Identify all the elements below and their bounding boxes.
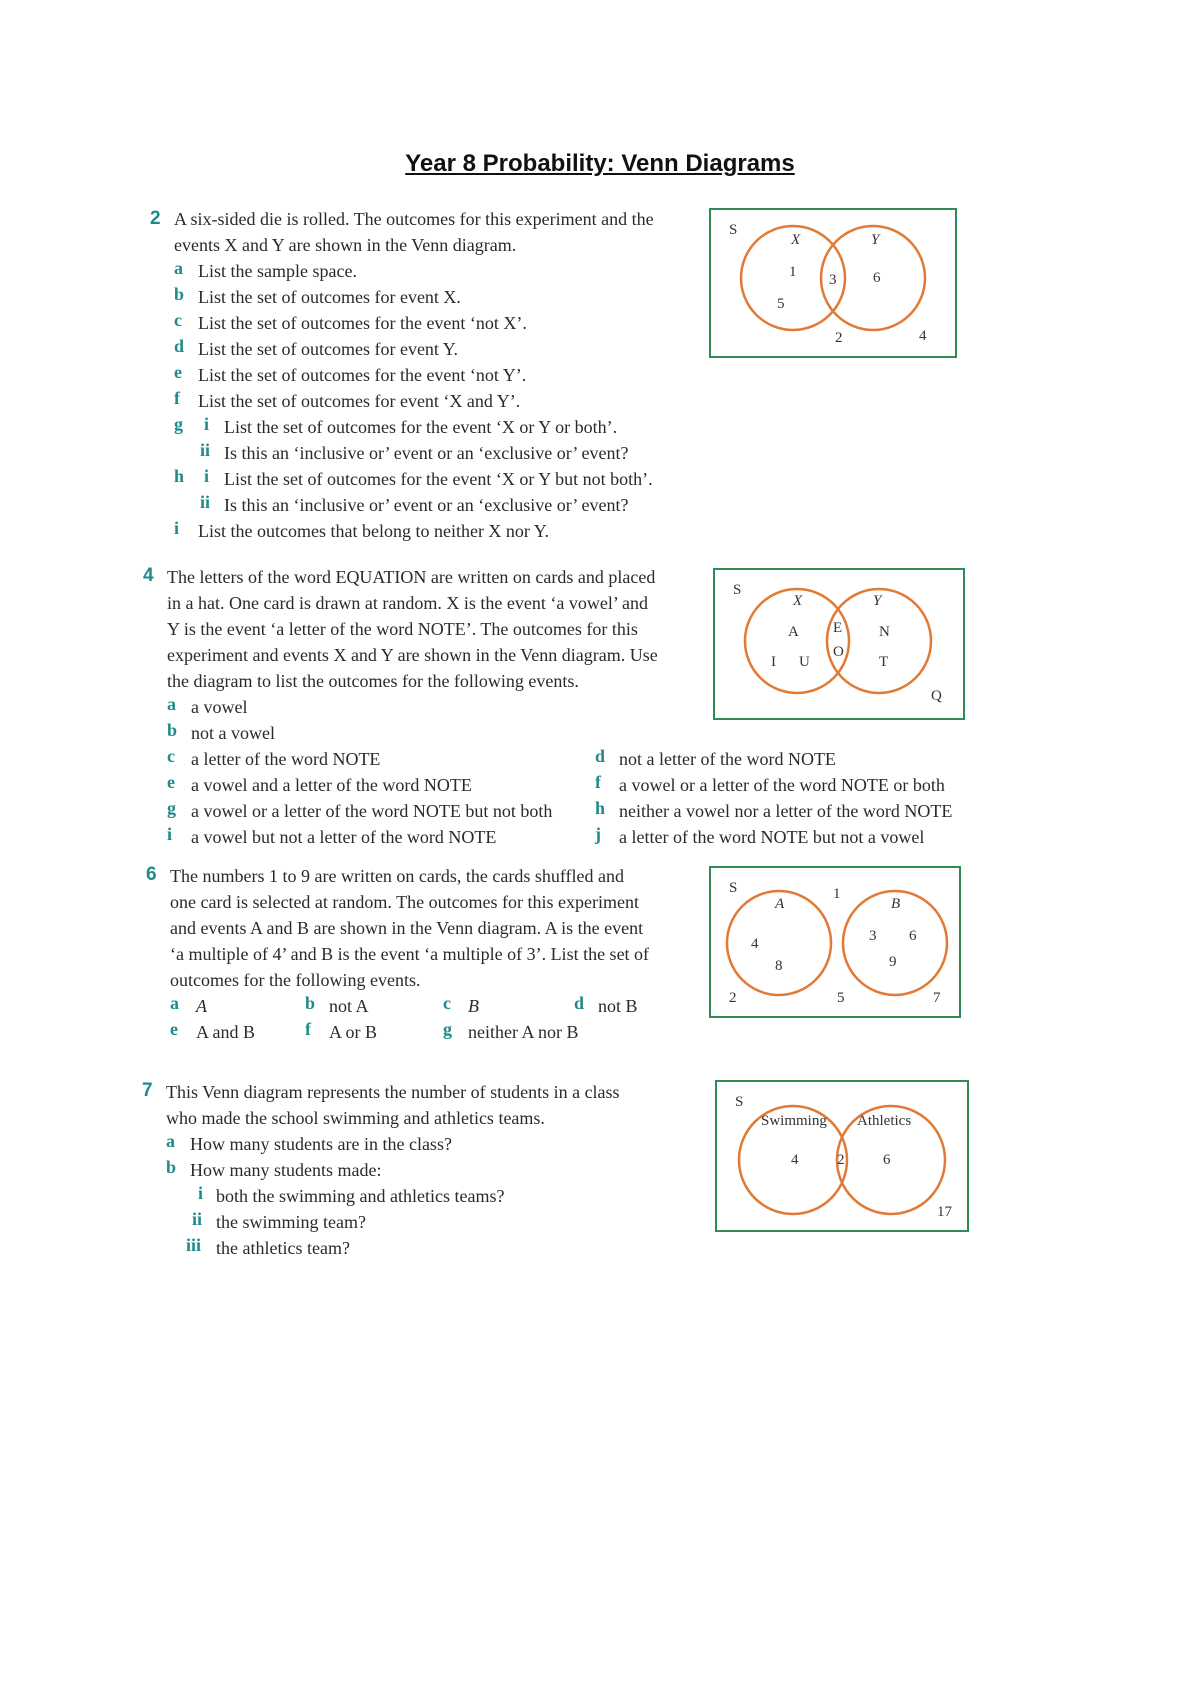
- venn-value: 6: [883, 1152, 891, 1168]
- part-label: d: [595, 746, 606, 766]
- question-number: 7: [142, 1080, 153, 1101]
- venn-value: 4: [751, 936, 759, 952]
- part-label: b: [174, 284, 185, 304]
- venn-value: 7: [933, 990, 941, 1006]
- set-y-label: Y: [873, 593, 882, 609]
- part-label: f: [595, 772, 601, 792]
- part-label: a: [167, 694, 176, 714]
- sample-space-label: S: [729, 222, 738, 238]
- venn-value: 4: [791, 1152, 799, 1168]
- venn-value: 6: [909, 928, 917, 944]
- question-intro-line: in a hat. One card is drawn at random. X is the event ‘a vowel’ and: [167, 593, 648, 613]
- part-label: c: [174, 310, 182, 330]
- part-text: Is this an ‘inclusive or’ event or an ‘exclusive or’ event?: [224, 495, 629, 515]
- subpart-label: i: [204, 414, 210, 434]
- part-text: a letter of the word NOTE but not a vowel: [619, 827, 925, 847]
- part-label: e: [167, 772, 175, 792]
- sample-space-label: S: [733, 582, 742, 598]
- venn-value: 4: [919, 328, 927, 344]
- part-text: a letter of the word NOTE: [191, 749, 381, 769]
- set-x-label: X: [793, 593, 803, 609]
- venn-diagram: [709, 866, 961, 1018]
- part-text: List the set of outcomes for the event ‘X or Y but not both’.: [224, 469, 653, 489]
- part-text: List the set of outcomes for the event ‘not Y’.: [198, 365, 527, 385]
- question-intro-line: events X and Y are shown in the Venn diagram.: [174, 235, 517, 255]
- venn-value: 1: [833, 886, 841, 902]
- question-intro-line: This Venn diagram represents the number of students in a class: [166, 1082, 620, 1102]
- part-label: b: [305, 993, 316, 1013]
- part-label: i: [174, 518, 180, 538]
- part-text: How many students made:: [190, 1160, 382, 1180]
- part-text: List the set of outcomes for event X.: [198, 287, 461, 307]
- sample-space-label: S: [729, 880, 738, 896]
- venn-value: N: [879, 624, 890, 640]
- venn-value: E: [833, 620, 843, 636]
- question-number: 6: [146, 864, 157, 885]
- question-intro-line: A six-sided die is rolled. The outcomes for this experiment and the: [174, 209, 654, 229]
- part-text: List the set of outcomes for event Y.: [198, 339, 458, 359]
- question-intro-line: The numbers 1 to 9 are written on cards, the cards shuffled and: [170, 866, 625, 886]
- part-text: not A: [329, 996, 369, 1016]
- venn-value: 5: [837, 990, 845, 1006]
- page-title: Year 8 Probability: Venn Diagrams: [405, 150, 795, 177]
- subpart-label: ii: [200, 440, 211, 460]
- set-b-label: B: [891, 896, 901, 912]
- venn-value: 3: [829, 272, 837, 288]
- venn-value: 6: [873, 270, 881, 286]
- part-text: not a letter of the word NOTE: [619, 749, 836, 769]
- venn-value: 17: [937, 1204, 952, 1220]
- part-label: a: [174, 258, 183, 278]
- part-label: c: [167, 746, 175, 766]
- part-text: the swimming team?: [216, 1212, 366, 1232]
- venn-diagram: [709, 208, 957, 358]
- part-text: the athletics team?: [216, 1238, 350, 1258]
- part-label: a: [170, 993, 179, 1013]
- part-text: not B: [598, 996, 638, 1016]
- part-label: g: [443, 1019, 452, 1039]
- part-label: a: [166, 1131, 175, 1151]
- question-intro-line: The letters of the word EQUATION are written on cards and placed: [167, 567, 656, 587]
- venn-value: 9: [889, 954, 897, 970]
- athletics-set-label: Athletics: [857, 1113, 912, 1129]
- part-text: How many students are in the class?: [190, 1134, 452, 1154]
- set-x-label: X: [791, 232, 801, 248]
- part-label: j: [595, 824, 601, 844]
- part-text: a vowel or a letter of the word NOTE or both: [619, 775, 945, 795]
- part-label: h: [595, 798, 606, 818]
- venn-value: I: [771, 654, 776, 670]
- venn-value: 1: [789, 264, 797, 280]
- question-intro-line: Y is the event ‘a letter of the word NOTE’. The outcomes for this: [167, 619, 638, 639]
- part-text: neither a vowel nor a letter of the word NOTE: [619, 801, 953, 821]
- part-text: List the outcomes that belong to neither X nor Y.: [198, 521, 549, 541]
- part-label: f: [305, 1019, 311, 1039]
- subpart-label: ii: [200, 492, 211, 512]
- part-label: c: [443, 993, 451, 1013]
- venn-value: A: [788, 624, 799, 640]
- venn-value: 2: [837, 1152, 845, 1168]
- venn-diagram: [715, 1080, 969, 1232]
- venn-value: O: [833, 644, 844, 660]
- part-text: a vowel but not a letter of the word NOTE: [191, 827, 497, 847]
- subpart-label: iii: [186, 1235, 202, 1255]
- part-text: a vowel or a letter of the word NOTE but not both: [191, 801, 553, 821]
- question-intro-line: ‘a multiple of 4’ and B is the event ‘a multiple of 3’. List the set of: [170, 944, 650, 964]
- venn-value: 8: [775, 958, 783, 974]
- question-intro-line: outcomes for the following events.: [170, 970, 421, 990]
- part-label: d: [174, 336, 185, 356]
- venn-value: 3: [869, 928, 877, 944]
- question-intro-line: and events A and B are shown in the Venn diagram. A is the event: [170, 918, 644, 938]
- question-intro-line: who made the school swimming and athletics teams.: [166, 1108, 545, 1128]
- venn-value: 2: [835, 330, 843, 346]
- part-text: A or B: [329, 1022, 378, 1042]
- swimming-set-label: Swimming: [761, 1113, 827, 1129]
- venn-value: Q: [931, 688, 942, 704]
- part-label: e: [174, 362, 182, 382]
- part-label: i: [167, 824, 173, 844]
- part-text: List the set of outcomes for the event ‘not X’.: [198, 313, 527, 333]
- part-text: List the sample space.: [198, 261, 357, 281]
- part-text: a vowel: [191, 697, 248, 717]
- venn-value: 2: [729, 990, 737, 1006]
- part-label: e: [170, 1019, 178, 1039]
- part-text: List the set of outcomes for the event ‘X or Y or both’.: [224, 417, 618, 437]
- part-text: List the set of outcomes for event ‘X and Y’.: [198, 391, 521, 411]
- venn-diagram: [713, 568, 965, 720]
- sample-space-label: S: [735, 1094, 744, 1110]
- part-text: B: [468, 996, 479, 1016]
- subpart-label: i: [198, 1183, 204, 1203]
- part-text: A: [196, 996, 207, 1016]
- part-text: neither A nor B: [468, 1022, 579, 1042]
- part-label: g: [167, 798, 176, 818]
- part-text: Is this an ‘inclusive or’ event or an ‘exclusive or’ event?: [224, 443, 629, 463]
- part-text: not a vowel: [191, 723, 275, 743]
- question-intro-line: experiment and events X and Y are shown in the Venn diagram. Use: [167, 645, 658, 665]
- venn-value: U: [799, 654, 810, 670]
- part-label: g: [174, 414, 183, 434]
- part-label: b: [167, 720, 178, 740]
- part-text: a vowel and a letter of the word NOTE: [191, 775, 472, 795]
- set-y-label: Y: [871, 232, 880, 248]
- part-label: h: [174, 466, 185, 486]
- part-text: A and B: [196, 1022, 256, 1042]
- venn-value: 5: [777, 296, 785, 312]
- question-intro-line: one card is selected at random. The outcomes for this experiment: [170, 892, 640, 912]
- part-text: both the swimming and athletics teams?: [216, 1186, 505, 1206]
- question-number: 4: [143, 565, 154, 586]
- subpart-label: i: [204, 466, 210, 486]
- subpart-label: ii: [192, 1209, 203, 1229]
- question-number: 2: [150, 208, 161, 229]
- part-label: b: [166, 1157, 177, 1177]
- part-label: d: [574, 993, 585, 1013]
- part-label: f: [174, 388, 180, 408]
- set-a-label: A: [775, 896, 785, 912]
- venn-value: T: [879, 654, 889, 670]
- question-intro-line: the diagram to list the outcomes for the following events.: [167, 671, 579, 691]
